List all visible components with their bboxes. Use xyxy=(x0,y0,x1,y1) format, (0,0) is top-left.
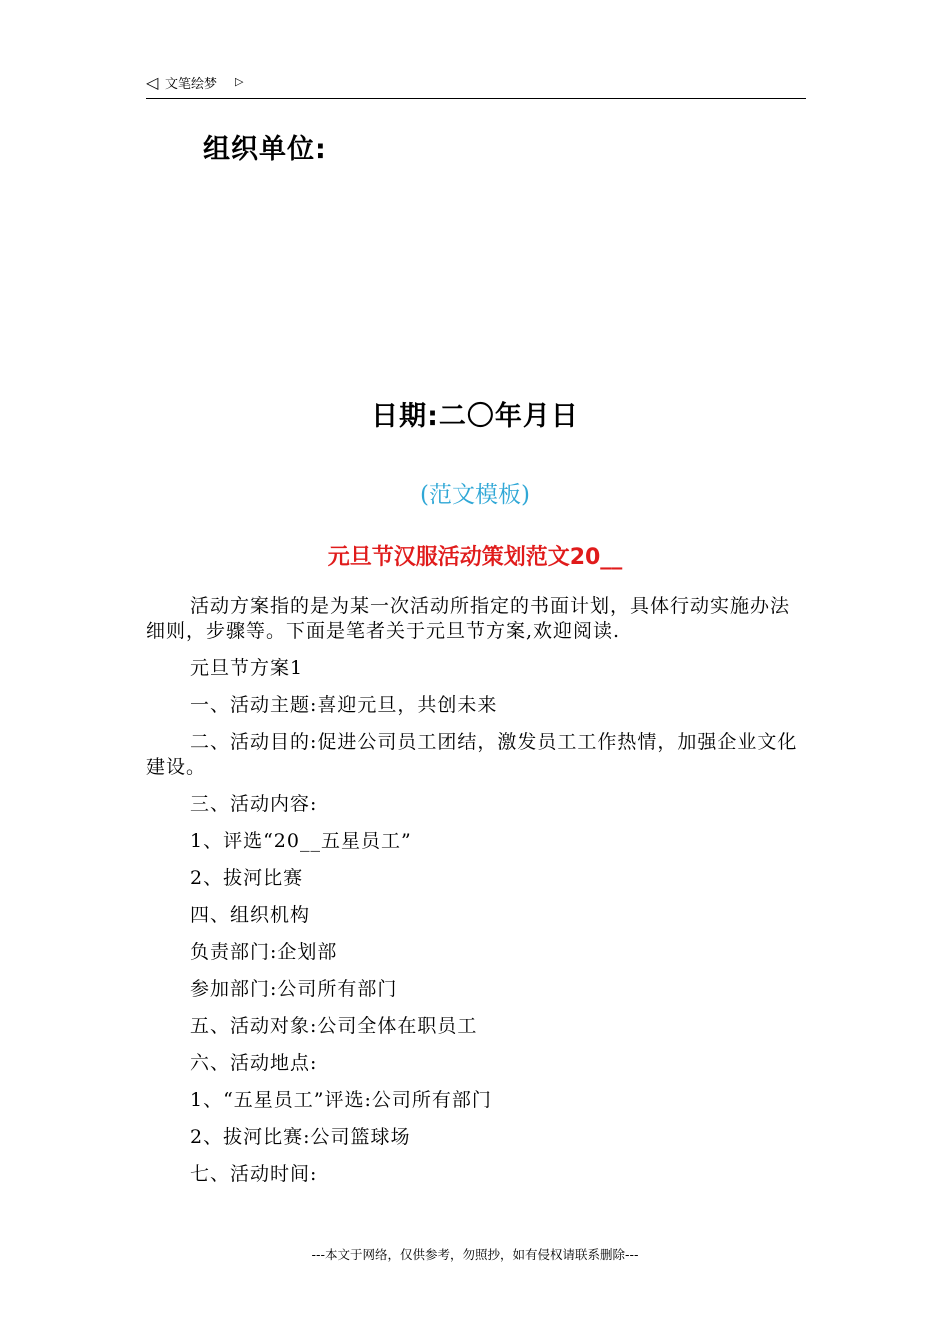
paragraph: 六、活动地点: xyxy=(190,1052,318,1074)
triangle-right-icon: ▷ xyxy=(235,75,244,88)
triangle-left-icon: ◁ xyxy=(146,73,159,92)
paragraph: 2、拔河比赛 xyxy=(190,867,304,889)
paragraph: 三、活动内容: xyxy=(190,793,318,815)
page-header xyxy=(146,72,806,99)
organization-label: 组织单位: xyxy=(203,134,327,165)
paragraph: 参加部门:公司所有部门 xyxy=(190,978,398,1000)
date-label: 日期:二〇年月日 xyxy=(371,401,579,432)
paragraph: 2、拔河比赛:公司篮球场 xyxy=(190,1126,411,1148)
footer-disclaimer: ---本文于网络，仅供参考，勿照抄，如有侵权请联系删除--- xyxy=(311,1247,639,1262)
paragraph: 一、活动主题:喜迎元旦，共创未来 xyxy=(190,694,498,716)
paragraph: 元旦节方案1 xyxy=(190,657,304,679)
document-title: 元旦节汉服活动策划范文20__ xyxy=(327,545,623,570)
header-brand: 文笔绘梦 xyxy=(165,77,218,92)
paragraph: 七、活动时间: xyxy=(190,1163,318,1185)
paragraph: 二、活动目的:促进公司员工团结，激发员工工作热情，加强企业文化建设。 xyxy=(146,731,798,778)
document-body xyxy=(146,594,806,1199)
paragraph: 四、组织机构 xyxy=(190,904,311,926)
template-tag: (范文模板) xyxy=(420,482,530,508)
paragraph: 五、活动对象:公司全体在职员工 xyxy=(190,1015,478,1037)
paragraph: 1、评选“20__五星员工” xyxy=(190,830,412,852)
paragraph: 负责部门:企划部 xyxy=(190,941,338,963)
paragraph: 1、“五星员工”评选:公司所有部门 xyxy=(190,1089,492,1111)
paragraph: 活动方案指的是为某一次活动所指定的书面计划，具体行动实施办法细则，步骤等。下面是笔者关于元旦节方案,欢迎阅读. xyxy=(146,595,791,642)
